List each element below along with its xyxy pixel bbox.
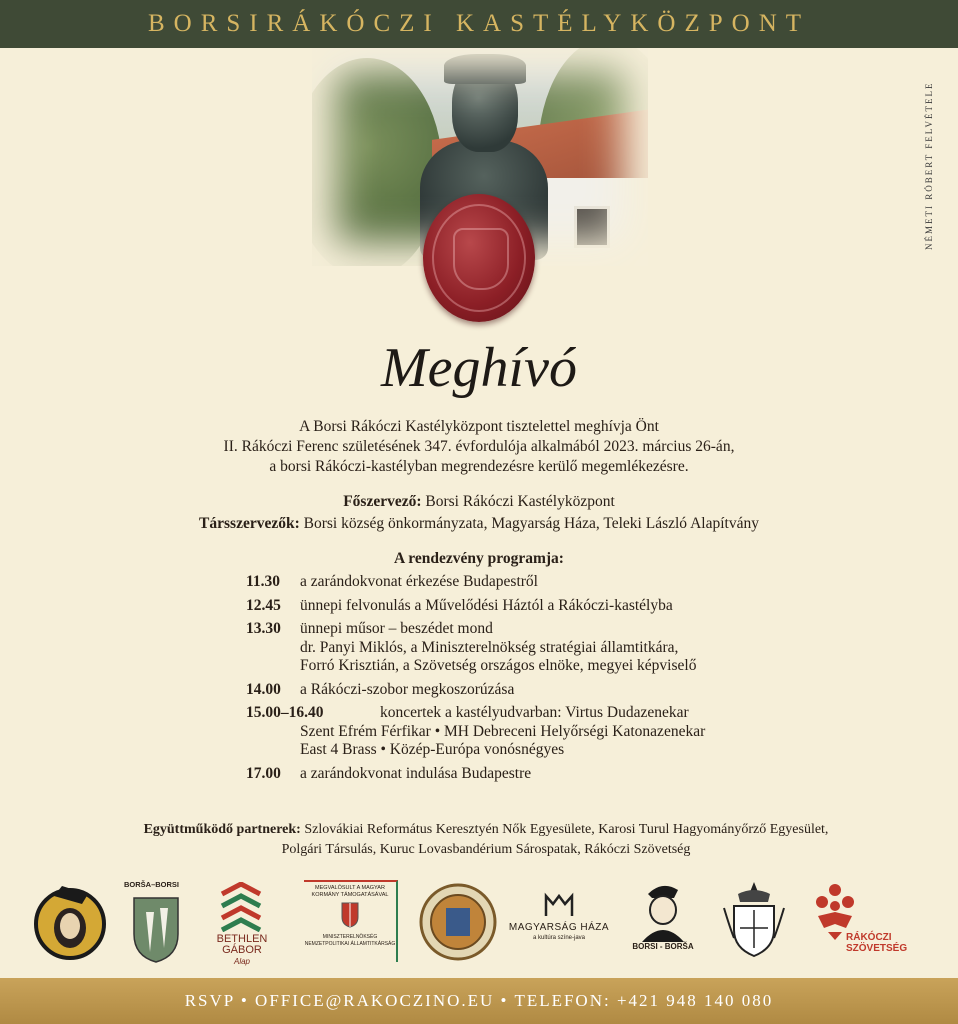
- partners-line: Polgári Társulás, Kuruc Lovasbandérium Sárospatak, Rákóczi Szövetség: [281, 842, 691, 857]
- ministry-logo: [304, 880, 398, 962]
- photo-credit: NÉMETI RÓBERT FELVÉTELE: [924, 81, 934, 251]
- intro-line: a borsi Rákóczi-kastélyban megrendezésre kerülő megemlékezésre.: [269, 458, 689, 475]
- footer-banner: [0, 978, 958, 1024]
- program-time: 15.00–16.40: [246, 704, 324, 721]
- program-text: a Rákóczi-szobor megkoszorúzása: [300, 680, 515, 698]
- magyarsag-haza-text: [506, 922, 612, 944]
- bethlen-gabor-text: [200, 934, 284, 967]
- rakoczi-szovetseg-text: [846, 932, 926, 954]
- program-text: a zarándokvonat indulása Budapestre: [300, 764, 532, 782]
- program-item: [246, 681, 866, 700]
- magyarsag-haza-sub: a kultúra színe-java: [532, 935, 586, 941]
- program-text: koncertek a kastélyudvarban: Virtus Dudazenekar: [380, 704, 689, 721]
- partners-label: Együttműködő partnerek:: [143, 822, 301, 837]
- co-organizers-row: [100, 513, 858, 535]
- borsa-borsi-crest: [128, 878, 184, 964]
- bethlen-gabor-sub: Alap: [233, 957, 250, 966]
- program-list: [246, 573, 866, 788]
- bethlen-gabor-icon: [218, 882, 264, 932]
- program-item: [246, 573, 866, 592]
- partners-line: [96, 820, 876, 840]
- rakoczi-szovetseg-line1: RÁKÓCZI: [846, 932, 892, 943]
- program-item: [246, 597, 866, 616]
- program-text: Szent Efrém Férfikar • MH Debreceni Helyőrségi Katonazenekar: [300, 722, 706, 740]
- program-text: dr. Panyi Miklós, a Miniszterelnökség stratégiai államtitkára,: [300, 638, 679, 656]
- ministry-top-text: MEGVALÓSULT A MAGYAR KORMÁNY TÁMOGATÁSÁVAL: [311, 885, 389, 898]
- program-text: Forró Krisztián, a Szövetség országos elnöke, megyei képviselő: [300, 657, 697, 674]
- coat-of-arms-icon: [718, 878, 790, 962]
- borsi-borsa-figure-icon: [632, 878, 694, 942]
- rakoczi-portrait-logo: [32, 882, 108, 960]
- program-time: 13.30: [246, 620, 281, 637]
- program-item: [246, 620, 866, 676]
- magyarsag-haza-name: MAGYARSÁG HÁZA: [508, 922, 610, 933]
- partners: [96, 820, 876, 860]
- logo-strip: [0, 878, 958, 968]
- program-text: ünnepi műsor – beszédet mond: [300, 620, 493, 637]
- magyarsag-haza-icon: [544, 892, 574, 918]
- header-title: BORSIRÁKÓCZI KASTÉLYKÖZPONT: [147, 10, 811, 37]
- program-item: [246, 765, 866, 784]
- co-organizers: Borsi község önkormányzata, Magyarság Háza, Teleki László Alapítvány: [303, 515, 759, 532]
- intro-line: A Borsi Rákóczi Kastélyközpont tisztelettel meghívja Önt: [299, 418, 659, 435]
- program-text: a zarándokvonat érkezése Budapestről: [300, 573, 538, 590]
- rakoczi-emblem-logo: [418, 882, 498, 962]
- program-time: 12.45: [246, 596, 281, 614]
- rakoczi-szovetseg-line2: SZÖVETSÉG: [846, 943, 908, 954]
- program-time: 11.30: [246, 573, 281, 590]
- wax-seal: [423, 194, 535, 322]
- rsvp-contact: RSVP • OFFICE@RAKOCZINO.EU • TELEFON: +421 948 140 080: [184, 991, 774, 1010]
- top-banner: [0, 0, 958, 48]
- program-time: 17.00: [246, 764, 281, 782]
- partners-list: Szlovákiai Református Keresztyén Nők Egyesülete, Karosi Turul Hagyományőrző Egyesület,: [304, 822, 829, 837]
- co-organizers-label: Társszervezők:: [199, 515, 300, 532]
- borsa-borsi-label: BORŠA–BORSI: [124, 880, 180, 889]
- borsi-borsa-label: BORSI - BORŠA: [632, 942, 694, 951]
- program-title: A rendezvény programja:: [394, 550, 564, 567]
- main-organizer-label: Főszervező:: [343, 493, 422, 510]
- organizers: [100, 491, 858, 535]
- program-text: East 4 Brass • Közép-Európa vonósnégyes: [300, 741, 565, 758]
- invitation-intro: [120, 417, 838, 477]
- invitation-title: Meghívó: [381, 337, 577, 399]
- main-organizer-row: [100, 491, 858, 513]
- intro-line: II. Rákóczi Ferenc születésének 347. évfordulója alkalmából 2023. március 26-án,: [223, 438, 735, 455]
- hungarian-coat-of-arms-icon: [304, 899, 396, 929]
- main-organizer: Borsi Rákóczi Kastélyközpont: [425, 493, 615, 510]
- program-text: ünnepi felvonulás a Művelődési Háztól a Rákóczi-kastélyba: [300, 596, 673, 614]
- program-time: 14.00: [246, 680, 281, 698]
- program-item: [246, 704, 866, 760]
- ministry-bottom-text: MINISZTERELNÖKSÉG NEMZETPOLITIKAI ÁLLAMTITKÁRSÁG: [304, 934, 396, 947]
- bethlen-gabor-name: BETHLEN GÁBOR: [216, 933, 268, 956]
